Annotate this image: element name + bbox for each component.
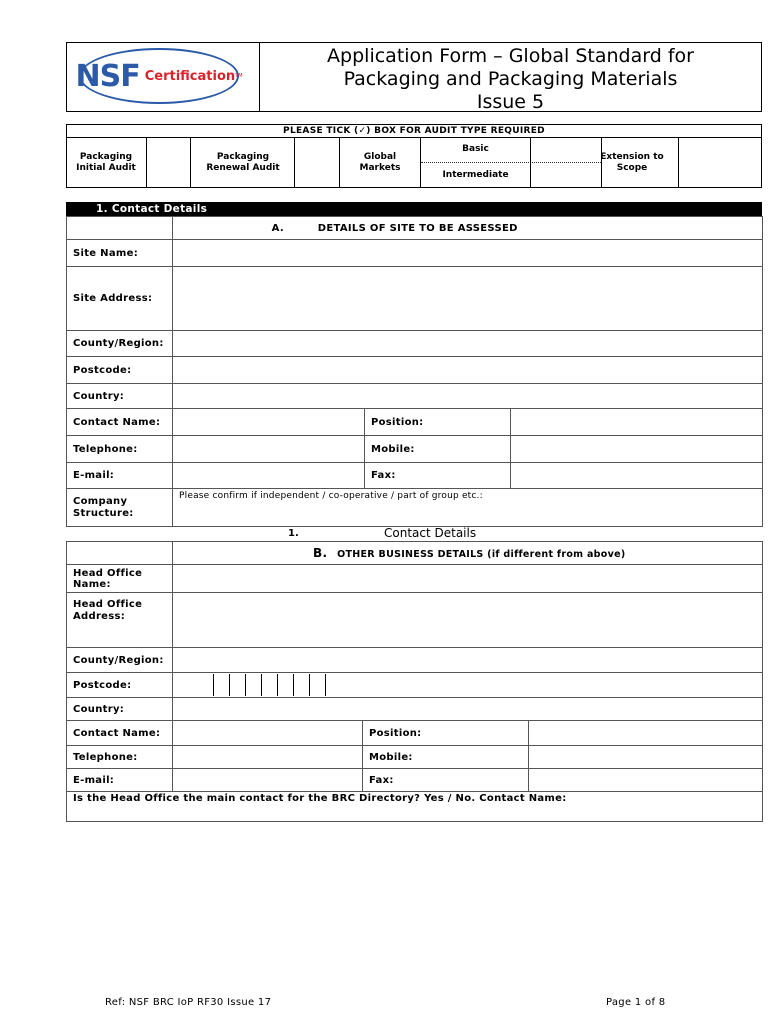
- position-label: Position:: [365, 409, 511, 436]
- global-markets-label: Global Markets: [359, 152, 401, 173]
- b-county-label: County/Region:: [67, 648, 173, 673]
- nsf-logo-text: NSF: [75, 58, 140, 94]
- email-label: E-mail:: [67, 463, 173, 489]
- country-label: Country:: [67, 384, 173, 409]
- section-b-number: B.: [313, 546, 328, 560]
- contact-name-label: Contact Name:: [67, 409, 173, 436]
- contact-name-field[interactable]: [173, 409, 365, 436]
- b-contact-name-field[interactable]: [173, 721, 363, 746]
- country-field[interactable]: [173, 384, 763, 409]
- b-county-field[interactable]: [173, 648, 763, 673]
- email-field[interactable]: [173, 463, 365, 489]
- site-address-label: Site Address:: [67, 267, 173, 331]
- b-position-field[interactable]: [529, 721, 763, 746]
- b-position-label: Position:: [363, 721, 529, 746]
- b-fax-field[interactable]: [529, 769, 763, 792]
- b-email-label: E-mail:: [67, 769, 173, 792]
- section-b-header: [173, 542, 763, 565]
- county-field[interactable]: [173, 331, 763, 357]
- head-office-address-label: Head Office Address:: [67, 593, 173, 648]
- certification-logo-text: Certification: [144, 68, 236, 84]
- b-email-field[interactable]: [173, 769, 363, 792]
- global-markets-tickbox[interactable]: [530, 137, 602, 188]
- postcode-field[interactable]: [173, 357, 763, 384]
- title-line-2: Packaging and Packaging Materials: [343, 68, 678, 90]
- b-country-field[interactable]: [173, 698, 763, 721]
- brc-directory-question: Is the Head Office the main contact for the BRC Directory? Yes / No. Contact Name:: [73, 793, 567, 804]
- telephone-field[interactable]: [173, 436, 365, 463]
- postcode-box[interactable]: [277, 674, 293, 696]
- b-fax-label: Fax:: [363, 769, 529, 792]
- header-title-cell: [259, 42, 762, 112]
- brc-directory-question-row[interactable]: [67, 792, 763, 822]
- county-label: County/Region:: [67, 331, 173, 357]
- blank-cell: [67, 217, 173, 240]
- postcode-label: Postcode:: [67, 357, 173, 384]
- trademark-mark: TM: [235, 73, 243, 79]
- postcode-box[interactable]: [213, 674, 229, 696]
- postcode-box[interactable]: [309, 674, 325, 696]
- head-office-name-label: Head Office Name:: [67, 565, 173, 593]
- section-a-title: DETAILS OF SITE TO BE ASSESSED: [317, 222, 518, 234]
- telephone-label: Telephone:: [67, 436, 173, 463]
- postcode-box[interactable]: [229, 674, 245, 696]
- title-line-3: Issue 5: [476, 91, 545, 113]
- b-telephone-field[interactable]: [173, 746, 363, 769]
- site-address-field[interactable]: [173, 267, 763, 331]
- postcode-box[interactable]: [293, 674, 309, 696]
- section-b-title: OTHER BUSINESS DETAILS (if different from above): [337, 549, 626, 560]
- section-a-number: A.: [271, 222, 284, 234]
- section-a-header: [173, 217, 763, 240]
- repeat-section-number: 1.: [288, 528, 299, 539]
- section-1-heading: [66, 202, 762, 216]
- head-office-name-field[interactable]: [173, 565, 763, 593]
- repeat-section-heading: [66, 527, 762, 541]
- renewal-audit-tickbox[interactable]: [294, 137, 340, 188]
- company-structure-field[interactable]: [173, 489, 763, 527]
- b-contact-name-label: Contact Name:: [67, 721, 173, 746]
- mobile-field[interactable]: [511, 436, 763, 463]
- header-logo-cell: [66, 42, 260, 112]
- company-structure-prompt: Please confirm if independent / co-operative / part of group etc.:: [179, 491, 483, 501]
- mobile-label: Mobile:: [365, 436, 511, 463]
- head-office-address-field[interactable]: [173, 593, 763, 648]
- b-country-label: Country:: [67, 698, 173, 721]
- footer-reference: Ref: NSF BRC IoP RF30 Issue 17: [105, 997, 272, 1008]
- site-name-field[interactable]: [173, 240, 763, 267]
- postcode-box[interactable]: [245, 674, 261, 696]
- fax-field[interactable]: [511, 463, 763, 489]
- intermediate-label: Intermediate: [442, 170, 509, 180]
- footer-page-number: Page 1 of 8: [606, 997, 666, 1008]
- site-details-table: [66, 216, 763, 527]
- b-postcode-field[interactable]: [173, 673, 763, 698]
- renewal-audit-label: Packaging Renewal Audit: [206, 152, 280, 173]
- postcode-char-boxes: [213, 674, 762, 696]
- position-field[interactable]: [511, 409, 763, 436]
- b-mobile-field[interactable]: [529, 746, 763, 769]
- initial-audit-tickbox[interactable]: [146, 137, 191, 188]
- repeat-section-title: Contact Details: [384, 526, 477, 540]
- business-details-table: [66, 541, 763, 822]
- nsf-logo: [75, 48, 243, 104]
- fax-label: Fax:: [365, 463, 511, 489]
- b-telephone-label: Telephone:: [67, 746, 173, 769]
- company-structure-label: Company Structure:: [67, 489, 173, 527]
- site-name-label: Site Name:: [67, 240, 173, 267]
- initial-audit-label: Packaging Initial Audit: [76, 152, 136, 173]
- audit-type-heading: PLEASE TICK (✓) BOX FOR AUDIT TYPE REQUIRED: [66, 124, 762, 138]
- extension-scope-tickbox[interactable]: [678, 137, 762, 188]
- blank-cell: [67, 542, 173, 565]
- title-line-1: Application Form – Global Standard for: [327, 45, 694, 67]
- section-1-heading-text: 1. Contact Details: [96, 203, 208, 215]
- basic-label: Basic: [462, 144, 489, 154]
- b-postcode-label: Postcode:: [67, 673, 173, 698]
- postcode-box[interactable]: [261, 674, 277, 696]
- postcode-box[interactable]: [325, 674, 327, 696]
- extension-scope-label: Extension to Scope: [600, 152, 664, 173]
- b-mobile-label: Mobile:: [363, 746, 529, 769]
